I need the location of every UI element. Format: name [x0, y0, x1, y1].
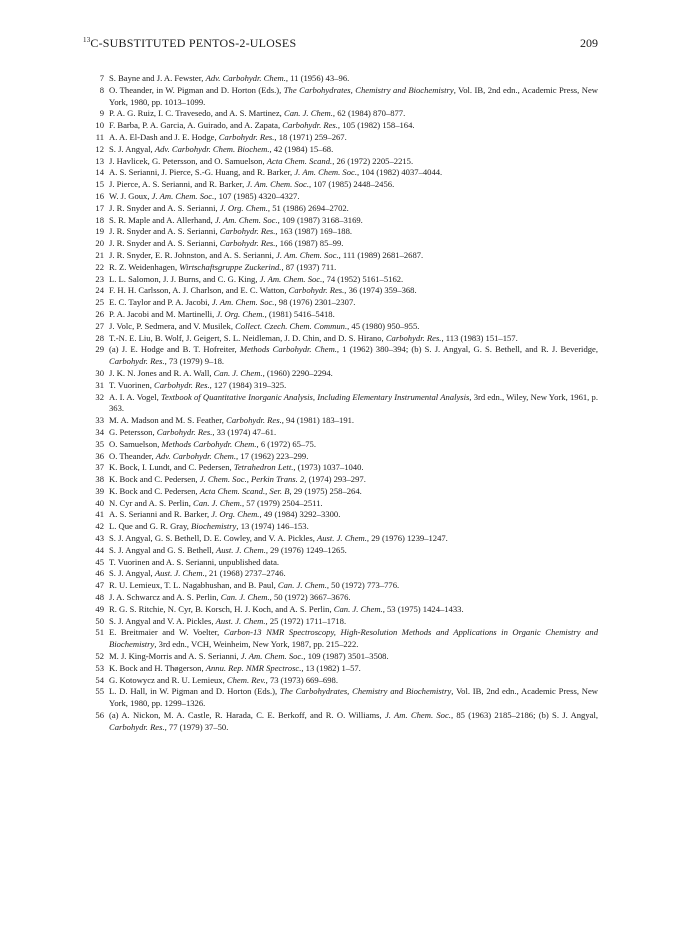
reference-text: J. A. Schwarcz and A. S. Perlin, Can. J. Chem., 50 (1972) 3667–3676.	[109, 592, 351, 603]
reference-item	[83, 132, 598, 144]
reference-number: 49	[95, 603, 104, 614]
reference-number: 44	[95, 544, 104, 555]
reference-number: 45	[95, 556, 104, 567]
reference-text: L. L. Salomon, J. J. Burns, and C. G. King, J. Am. Chem. Soc., 74 (1952) 5161–5162.	[109, 273, 404, 284]
reference-item	[83, 144, 598, 156]
reference-text: L. D. Hall, in W. Pigman and D. Horton (Eds.), The Carbohydrates, Chemistry and Biochemistry, Vol. IB, 2nd edn., Academic Press, New York, 1980, pp. 1299–1326.	[109, 686, 598, 709]
reference-text: S. J. Angyal, Adv. Carbohydr. Chem. Biochem., 42 (1984) 15–68.	[109, 143, 334, 154]
reference-text: G. Kotowycz and R. U. Lemieux, Chem. Rev., 73 (1973) 669–698.	[109, 674, 338, 685]
reference-number: 34	[95, 426, 104, 437]
reference-item	[83, 710, 598, 734]
reference-item	[83, 203, 598, 215]
reference-item	[83, 604, 598, 616]
reference-text: S. J. Angyal and V. A. Pickles, Aust. J. Chem., 25 (1972) 1711–1718.	[109, 615, 347, 626]
reference-item	[83, 427, 598, 439]
reference-number: 55	[95, 686, 104, 697]
reference-item	[83, 521, 598, 533]
reference-number: 8	[99, 84, 104, 95]
reference-item	[83, 297, 598, 309]
reference-number: 25	[95, 297, 104, 308]
reference-number: 20	[95, 238, 104, 249]
reference-number: 17	[95, 202, 104, 213]
reference-item	[83, 616, 598, 628]
running-title-text: C-SUBSTITUTED PENTOS-2-ULOSES	[90, 36, 297, 50]
reference-number: 28	[95, 332, 104, 343]
reference-number: 39	[95, 485, 104, 496]
reference-text: E. C. Taylor and P. A. Jacobi, J. Am. Chem. Soc., 98 (1976) 2301–2307.	[109, 297, 356, 308]
reference-item	[83, 108, 598, 120]
reference-text: W. J. Goux, J. Am. Chem. Soc., 107 (1985) 4320–4327.	[109, 190, 300, 201]
reference-number: 22	[95, 261, 104, 272]
reference-text: S. J. Angyal and G. S. Bethell, Aust. J. Chem., 29 (1976) 1249–1265.	[109, 544, 347, 555]
reference-number: 10	[95, 120, 104, 131]
reference-item	[83, 415, 598, 427]
reference-text: A. A. El-Dash and J. E. Hodge, Carbohydr. Res., 18 (1971) 259–267.	[109, 131, 347, 142]
reference-item	[83, 392, 598, 416]
reference-item	[83, 462, 598, 474]
reference-item	[83, 73, 598, 85]
reference-number: 50	[95, 615, 104, 626]
reference-item	[83, 285, 598, 297]
reference-text: S. J. Angyal, Aust. J. Chem., 21 (1968) 2737–2746.	[109, 568, 286, 579]
reference-text: F. H. H. Carlsson, A. J. Charlson, and E. C. Watton, Carbohydr. Res., 36 (1974) 359–368.	[109, 285, 417, 296]
reference-number: 11	[95, 131, 104, 142]
reference-text: A. S. Serianni and R. Barker, J. Org. Chem., 49 (1984) 3292–3300.	[109, 509, 341, 520]
reference-text: J. K. N. Jones and R. A. Wall, Can. J. Chem., (1960) 2290–2294.	[109, 367, 333, 378]
reference-number: 33	[95, 415, 104, 426]
reference-item	[83, 344, 598, 368]
reference-text: T. Vuorinen and A. S. Serianni, unpublished data.	[109, 556, 280, 567]
reference-text: T.-N. E. Liu, B. Wolf, J. Geigert, S. L. Neidleman, J. D. Chin, and D. S. Hirano, Carbohydr. Res., 113 (1983) 151–157.	[109, 332, 518, 343]
reference-item	[83, 486, 598, 498]
reference-text: G. Petersson, Carbohydr. Res., 33 (1974) 47–61.	[109, 426, 277, 437]
reference-item	[83, 156, 598, 168]
reference-text: J. R. Snyder and A. S. Serianni, Carbohydr. Res., 166 (1987) 85–99.	[109, 238, 344, 249]
reference-number: 36	[95, 450, 104, 461]
reference-number: 12	[95, 143, 104, 154]
reference-number: 35	[95, 438, 104, 449]
reference-item	[83, 380, 598, 392]
isotope-superscript: 13	[83, 36, 91, 44]
reference-item	[83, 439, 598, 451]
reference-number: 31	[95, 379, 104, 390]
running-title	[83, 36, 296, 51]
reference-item	[83, 545, 598, 557]
reference-item	[83, 321, 598, 333]
reference-item	[83, 179, 598, 191]
reference-text: S. J. Angyal, G. S. Bethell, D. E. Cowley, and V. A. Pickles, Aust. J. Chem., 29 (1976) 1239–1247.	[109, 533, 448, 544]
reference-text: (a) J. E. Hodge and B. T. Hofreiter, Methods Carbohydr. Chem., 1 (1962) 380–394; (b) S. J. Angyal, G. S. Bethell, and R. J. Beveridge, Carbohydr. Res., 73 (1979) 9–18.	[109, 344, 598, 367]
reference-number: 54	[95, 674, 104, 685]
reference-number: 38	[95, 474, 104, 485]
reference-text: P. A. G. Ruiz, I. C. Travesedo, and A. S. Martinez, Can. J. Chem., 62 (1984) 870–877.	[109, 108, 406, 119]
reference-number: 27	[95, 320, 104, 331]
reference-item	[83, 686, 598, 710]
reference-item	[83, 238, 598, 250]
reference-text: A. I. A. Vogel, Textbook of Quantitative Inorganic Analysis, Including Elementary Instrumental Analysis, 3rd edn., Wiley, New York, 1961, p. 363.	[109, 391, 598, 414]
reference-item	[83, 509, 598, 521]
reference-item	[83, 191, 598, 203]
reference-text: F. Barba, P. A. Garcia, A. Guirado, and A. Zapata, Carbohydr. Res., 105 (1982) 158–164.	[109, 120, 415, 131]
reference-text: S. R. Maple and A. Allerhand, J. Am. Chem. Soc., 109 (1987) 3168–3169.	[109, 214, 363, 225]
reference-item	[83, 580, 598, 592]
reference-text: S. Bayne and J. A. Fewster, Adv. Carbohydr. Chem., 11 (1956) 43–96.	[109, 73, 350, 83]
reference-number: 29	[95, 344, 104, 355]
reference-text: N. Cyr and A. S. Perlin, Can. J. Chem., 57 (1979) 2504–2511.	[109, 497, 323, 508]
reference-number: 14	[95, 167, 104, 178]
reference-item	[83, 368, 598, 380]
reference-text: K. Bock and C. Pedersen, Acta Chem. Scand., Ser. B, 29 (1975) 258–264.	[109, 485, 362, 496]
reference-item	[83, 498, 598, 510]
reference-item	[83, 663, 598, 675]
reference-text: J. Havlicek, G. Petersson, and O. Samuelson, Acta Chem. Scand., 26 (1972) 2205–2215.	[109, 155, 414, 166]
reference-item	[83, 120, 598, 132]
reference-text: O. Theander, Adv. Carbohydr. Chem., 17 (1962) 223–299.	[109, 450, 309, 461]
reference-number: 16	[95, 190, 104, 201]
reference-item	[83, 651, 598, 663]
reference-number: 52	[95, 651, 104, 662]
reference-text: P. A. Jacobi and M. Martinelli, J. Org. Chem., (1981) 5416–5418.	[109, 308, 335, 319]
reference-text: E. Breitmaier and W. Voelter, Carbon-13 NMR Spectroscopy, High-Resolution Methods and Applications in Organic Chemistry and Biochemistry, 3rd edn., VCH, Weinheim, New York, 1987, pp. 215–222.	[109, 627, 599, 650]
reference-text: R. Z. Weidenhagen, Wirtschaftsgruppe Zuckerind., 87 (1937) 711.	[109, 261, 337, 272]
reference-number: 48	[95, 592, 104, 603]
reference-number: 18	[95, 214, 104, 225]
reference-number: 26	[95, 308, 104, 319]
reference-item	[83, 557, 598, 569]
reference-text: T. Vuorinen, Carbohydr. Res., 127 (1984) 319–325.	[109, 379, 287, 390]
reference-list	[83, 73, 598, 734]
reference-number: 46	[95, 568, 104, 579]
reference-item	[83, 451, 598, 463]
reference-item	[83, 167, 598, 179]
reference-number: 19	[95, 226, 104, 237]
reference-number: 13	[95, 155, 104, 166]
reference-item	[83, 474, 598, 486]
reference-number: 23	[95, 273, 104, 284]
reference-text: J. R. Snyder and A. S. Serianni, Carbohydr. Res., 163 (1987) 169–188.	[109, 226, 353, 237]
reference-item	[83, 592, 598, 604]
reference-item	[83, 262, 598, 274]
reference-number: 41	[95, 509, 104, 520]
reference-number: 40	[95, 497, 104, 508]
reference-text: J. Volc, P. Sedmera, and V. Musilek, Collect. Czech. Chem. Commun., 45 (1980) 950–955.	[109, 320, 420, 331]
reference-number: 15	[95, 179, 104, 190]
reference-text: M. J. King-Morris and A. S. Serianni, J. Am. Chem. Soc., 109 (1987) 3501–3508.	[109, 651, 389, 662]
reference-number: 53	[95, 662, 104, 673]
reference-number: 56	[95, 710, 104, 721]
reference-number: 42	[95, 521, 104, 532]
reference-text: J. R. Snyder and A. S. Serianni, J. Org. Chem., 51 (1986) 2694–2702.	[109, 202, 349, 213]
reference-item	[83, 226, 598, 238]
reference-item	[83, 568, 598, 580]
reference-item	[83, 274, 598, 286]
reference-text: M. A. Madson and M. S. Feather, Carbohydr. Res., 94 (1981) 183–191.	[109, 415, 355, 426]
running-header	[83, 36, 598, 52]
reference-text: (a) A. Nickon, M. A. Castle, R. Harada, C. E. Berkoff, and R. O. Williams, J. Am. Chem. Soc., 85 (1963) 2185–2186; (b) S. J. Angyal, Carbohydr. Res., 77 (1979) 37–50.	[109, 710, 598, 732]
reference-number: 30	[95, 367, 104, 378]
reference-text: K. Bock, I. Lundt, and C. Pedersen, Tetrahedron Lett., (1973) 1037–1040.	[109, 462, 364, 473]
reference-text: J. Pierce, A. S. Serianni, and R. Barker, J. Am. Chem. Soc., 107 (1985) 2448–2456.	[109, 179, 395, 190]
reference-text: R. U. Lemieux, T. L. Nagabhushan, and B. Paul, Can. J. Chem., 50 (1972) 773–776.	[109, 580, 400, 591]
reference-text: R. G. S. Ritchie, N. Cyr, B. Korsch, H. J. Koch, and A. S. Perlin, Can. J. Chem., 53 (1975) 1424–1433.	[109, 603, 464, 614]
reference-number: 37	[95, 462, 104, 473]
reference-item	[83, 627, 598, 651]
reference-number: 43	[95, 533, 104, 544]
reference-item	[83, 333, 598, 345]
reference-item	[83, 250, 598, 262]
reference-item	[83, 533, 598, 545]
reference-number: 24	[95, 285, 104, 296]
reference-number: 9	[99, 108, 104, 119]
reference-text: K. Bock and C. Pedersen, J. Chem. Soc., Perkin Trans. 2, (1974) 293–297.	[109, 474, 366, 485]
reference-text: A. S. Serianni, J. Pierce, S.-G. Huang, and R. Barker, J. Am. Chem. Soc., 104 (1982) 4037–4044.	[109, 167, 443, 178]
reference-number: 21	[95, 249, 104, 260]
reference-text: K. Bock and H. Thøgerson, Annu. Rep. NMR Spectrosc., 13 (1982) 1–57.	[109, 662, 361, 673]
reference-text: J. R. Snyder, E. R. Johnston, and A. S. Serianni, J. Am. Chem. Soc., 111 (1989) 2681–2687.	[109, 249, 424, 260]
reference-item	[83, 309, 598, 321]
reference-number: 51	[95, 627, 104, 638]
reference-number: 32	[95, 391, 104, 402]
reference-item	[83, 215, 598, 227]
reference-number: 47	[95, 580, 104, 591]
reference-text: O. Theander, in W. Pigman and D. Horton (Eds.), The Carbohydrates, Chemistry and Biochemistry, Vol. IB, 2nd edn., Academic Press, New York, 1980, pp. 1013–1099.	[109, 84, 598, 107]
reference-text: L. Que and G. R. Gray, Biochemistry, 13 (1974) 146–153.	[109, 521, 309, 532]
reference-text: O. Samuelson, Methods Carbohydr. Chem., 6 (1972) 65–75.	[109, 438, 316, 449]
reference-item	[83, 675, 598, 687]
page-number: 209	[580, 36, 598, 50]
reference-item	[83, 85, 598, 109]
reference-number: 7	[99, 73, 104, 83]
